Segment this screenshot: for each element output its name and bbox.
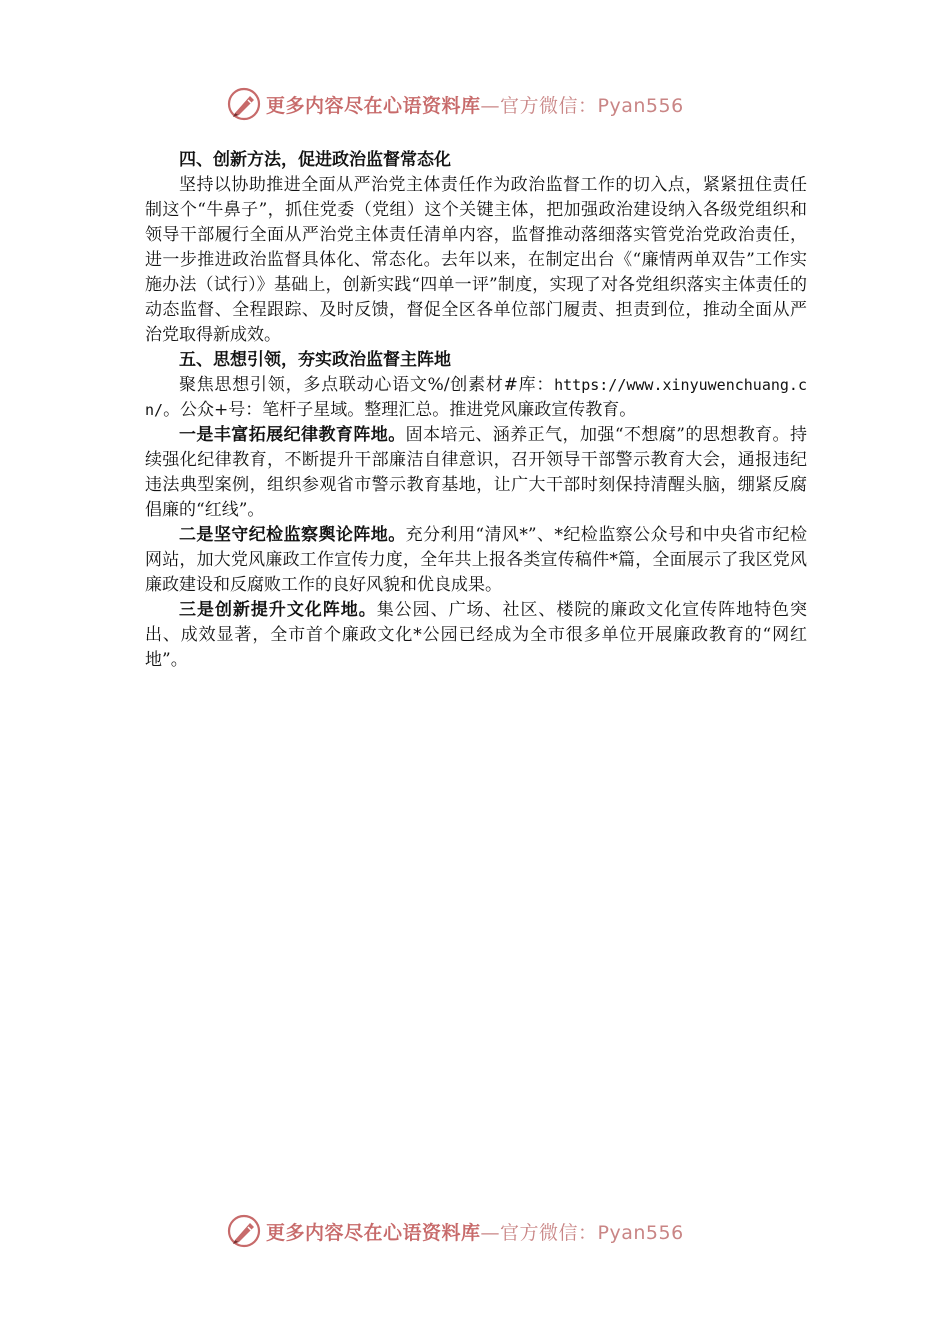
section-5-paragraph [145,373,807,423]
point-2-paragraph [145,523,807,598]
point-3-lead: 三是创新提升文化阵地。 [179,600,377,620]
section-5-text-post: 。公众+号：笔杆子星域。整理汇总。推进党风廉政宣传教育。 [163,400,637,420]
section-4-heading: 四、创新方法，促进政治监督常态化 [179,150,451,170]
point-2-body: 充分利用“清风*”、*纪检监察公众号和中央省市纪检网站，加大党风廉政工作宣传力度，全年共上报各类宣传稿件*篇，全面展示了我区党风廉政建设和反腐败工作的良好风貌和优良成果。 [145,525,807,595]
point-3-body: 集公园、广场、社区、楼院的廉政文化宣传阵地特色突出、成效显著，全市首个廉政文化*公园已经成为全市很多单位开展廉政教育的“网红地”。 [145,600,808,670]
header-watermark-banner [226,84,746,124]
section-5-text-pre: 聚焦思想引领，多点联动心语文%/创素材#库： [179,375,555,395]
point-1-body: 固本培元、涵养正气，加强“不想腐”的思想教育。持续强化纪律教育，不断提升干部廉洁自律意识，召开领导干部警示教育大会，通报违纪违法典型案例，组织参观省市警示教育基地，让广大干部时刻保持清醒头脑，绷紧反腐倡廉的“红线”。 [145,425,807,520]
point-2-lead: 二是坚守纪检监察舆论阵地。 [179,525,406,545]
watermark-main: 更多内容尽在心语资料库 [266,94,481,117]
watermark-contact-label: 官方微信： [500,1221,598,1244]
point-3-paragraph [145,598,807,673]
document-body [145,148,807,673]
watermark-dash: — [480,1221,501,1244]
point-1-paragraph [145,423,807,523]
watermark-text [266,1218,684,1245]
footer-watermark-banner [226,1211,746,1251]
section-5-heading: 五、思想引领，夯实政治监督主阵地 [179,350,451,370]
watermark-wechat-id: Pyan556 [597,1221,684,1244]
section-4-paragraph: 坚持以协助推进全面从严治党主体责任作为政治监督工作的切入点，紧紧扭住责任制这个“牛鼻子”，抓住党委（党组）这个关键主体，把加强政治建设纳入各级党组织和领导干部履行全面从严治党主体责任清单内容，监督推动落细落实管党治党政治责任，进一步推进政治监督具体化、常态化。去年以来，在制定出台《“廉情两单双告”工作实施办法（试行）》基础上，创新实践“四单一评”制度，实现了对各党组织落实主体责任的动态监督、全程跟踪、及时反馈，督促全区各单位部门履责、担责到位，推动全面从严治党取得新成效。 [145,175,807,345]
watermark-main: 更多内容尽在心语资料库 [266,1221,481,1244]
pen-nib-logo-icon [226,86,262,122]
watermark-dash: — [480,94,501,117]
pen-nib-logo-icon [226,1213,262,1249]
watermark-wechat-id: Pyan556 [597,94,684,117]
point-1-lead: 一是丰富拓展纪律教育阵地。 [179,425,406,445]
website-link[interactable]: https://www.xinyuwenchuang.cn/ [145,376,807,419]
watermark-contact-label: 官方微信： [500,94,598,117]
watermark-text [266,91,684,118]
